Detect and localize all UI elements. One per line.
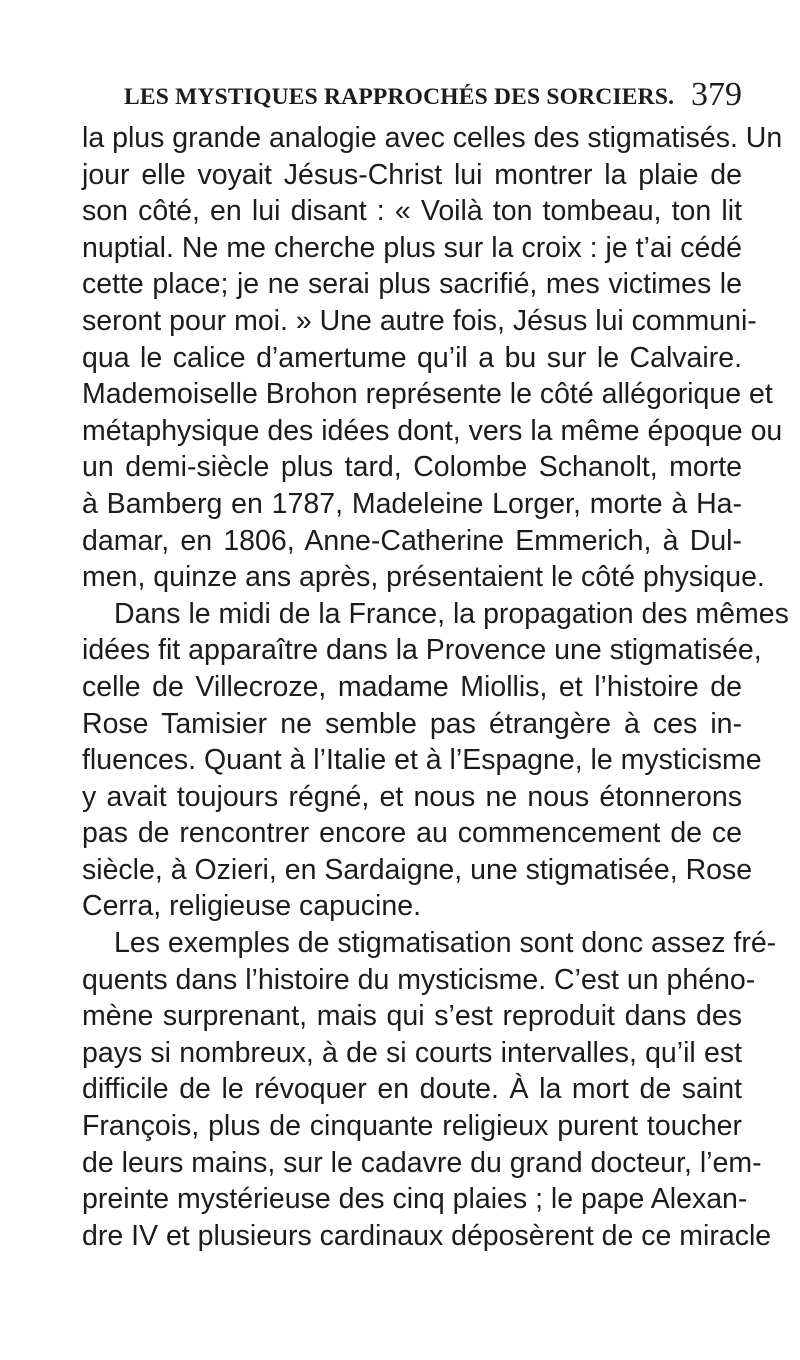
text-line: Rose Tamisier ne semble pas étrangère à ces in- xyxy=(82,707,742,740)
text-line: à Bamberg en 1787, Madeleine Lorger, morte à Ha- xyxy=(82,487,742,520)
text-line: siècle, à Ozieri, en Sardaigne, une stigmatisée, Rose xyxy=(82,853,753,886)
text-line: idées fit apparaître dans la Provence une stigmatisée, xyxy=(82,634,762,667)
page-number: 379 xyxy=(691,76,742,113)
text-line: Dans le midi de la France, la propagation des mêmes xyxy=(114,597,789,630)
text-line: nuptial. Ne me cherche plus sur la croix : je t’ai cédé xyxy=(82,231,742,264)
text-line: difficile de le révoquer en doute. À la mort de saint xyxy=(82,1073,742,1106)
text-line: seront pour moi. » Une autre fois, Jésus lui communi- xyxy=(82,304,757,337)
body-text xyxy=(82,120,789,1254)
running-title: LES MYSTIQUES RAPPROCHÉS DES SORCIERS. xyxy=(124,84,675,110)
page-header xyxy=(124,76,742,116)
text-line: pays si nombreux, à de si courts intervalles, qu’il est xyxy=(82,1036,742,1069)
text-line: damar, en 1806, Anne-Catherine Emmerich, à Dul- xyxy=(82,524,742,557)
text-line: mène surprenant, mais qui s’est reproduit dans des xyxy=(82,1000,742,1033)
text-line: pas de rencontrer encore au commencement de ce xyxy=(82,817,742,850)
text-line: dre IV et plusieurs cardinaux déposèrent de ce miracle xyxy=(82,1219,772,1252)
text-line: y avait toujours régné, et nous ne nous étonnerons xyxy=(82,780,742,813)
text-line: quents dans l’histoire du mysticisme. C’est un phéno- xyxy=(82,963,756,996)
text-line: François, plus de cinquante religieux purent toucher xyxy=(82,1110,742,1143)
text-line: men, quinze ans après, présentaient le côté physique. xyxy=(82,561,765,594)
text-line: Les exemples de stigmatisation sont donc assez fré- xyxy=(114,927,777,960)
text-line: fluences. Quant à l’Italie et à l’Espagne, le mysticisme xyxy=(82,744,762,777)
text-line: son côté, en lui disant : « Voilà ton tombeau, ton lit xyxy=(82,195,742,228)
text-line: jour elle voyait Jésus-Christ lui montrer la plaie de xyxy=(82,158,742,191)
text-line: la plus grande analogie avec celles des stigmatisés. Un xyxy=(82,122,783,154)
text-line: qua le calice d’amertume qu’il a bu sur le Calvaire. xyxy=(82,341,742,374)
text-line: cette place; je ne serai plus sacrifié, mes victimes le xyxy=(82,268,742,301)
text-line: preinte mystérieuse des cinq plaies ; le pape Alexan- xyxy=(82,1183,748,1216)
text-line: de leurs mains, sur le cadavre du grand docteur, l’em- xyxy=(82,1146,762,1179)
text-line: celle de Villecroze, madame Miollis, et l’histoire de xyxy=(82,670,742,703)
text-line: métaphysique des idées dont, vers la même époque ou xyxy=(82,414,783,447)
text-line: un demi-siècle plus tard, Colombe Schanolt, morte xyxy=(82,451,742,484)
text-line: Cerra, religieuse capucine. xyxy=(82,890,422,923)
text-line: Mademoiselle Brohon représente le côté allégorique et xyxy=(82,378,773,411)
